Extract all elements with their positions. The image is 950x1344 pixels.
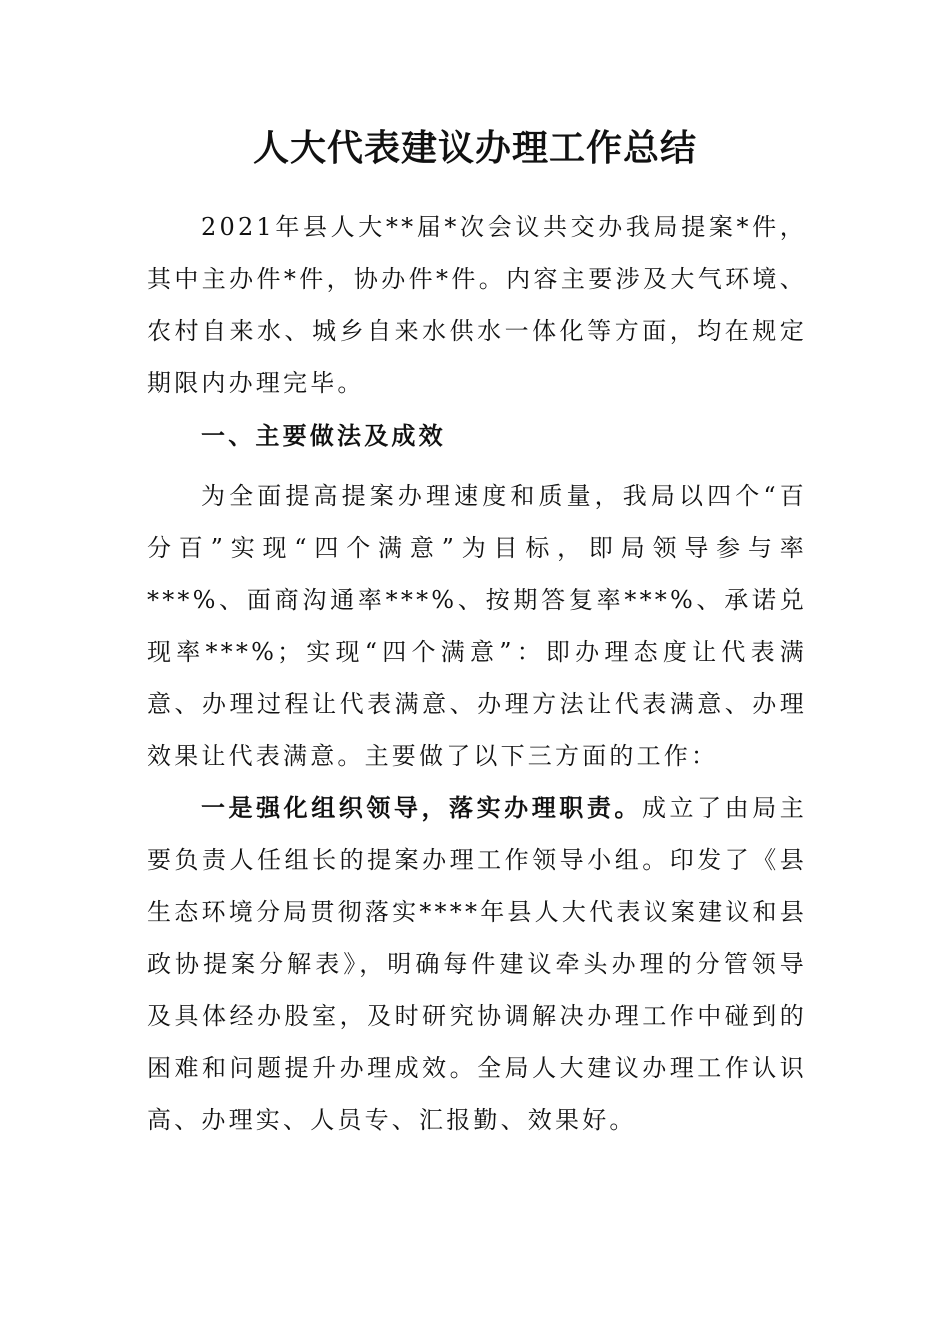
section-heading: 一、主要做法及成效 — [201, 422, 446, 450]
point-one-body: 成立了由局主要负责人任组长的提案办理工作领导小组。印发了《县生态环境分局贯彻落实****年县人大代表议案建议和县政协提案分解表》，明确每件建议牵头办理的分管领导及具体经办股室，及时研究协调解决办理工作中碰到的困难和问题提升办理成效。全局人大建议办理工作认识高、办理实、人员专、汇报勤、效果好。 — [147, 794, 807, 1134]
section-paragraph: 为全面提高提案办理速度和质量，我局以四个“百分百”实现“四个满意”为目标，即局领导参与率***%、面商沟通率***%、按期答复率***%、承诺兑现率***%；实现“四个满意”：即办理态度让代表满意、办理过程让代表满意、办理方法让代表满意、办理效果让代表满意。主要做了以下三方面的工作： — [147, 482, 807, 770]
document-title: 人大代表建议办理工作总结 — [252, 127, 697, 169]
intro-paragraph: 2021年县人大**届*次会议共交办我局提案*件，其中主办件*件，协办件*件。内容主要涉及大气环境、农村自来水、城乡自来水供水一体化等方面，均在规定期限内办理完毕。 — [147, 213, 807, 397]
point-one-paragraph — [147, 782, 807, 1146]
point-one-lead: 一是强化组织领导，落实办理职责。 — [201, 794, 642, 822]
